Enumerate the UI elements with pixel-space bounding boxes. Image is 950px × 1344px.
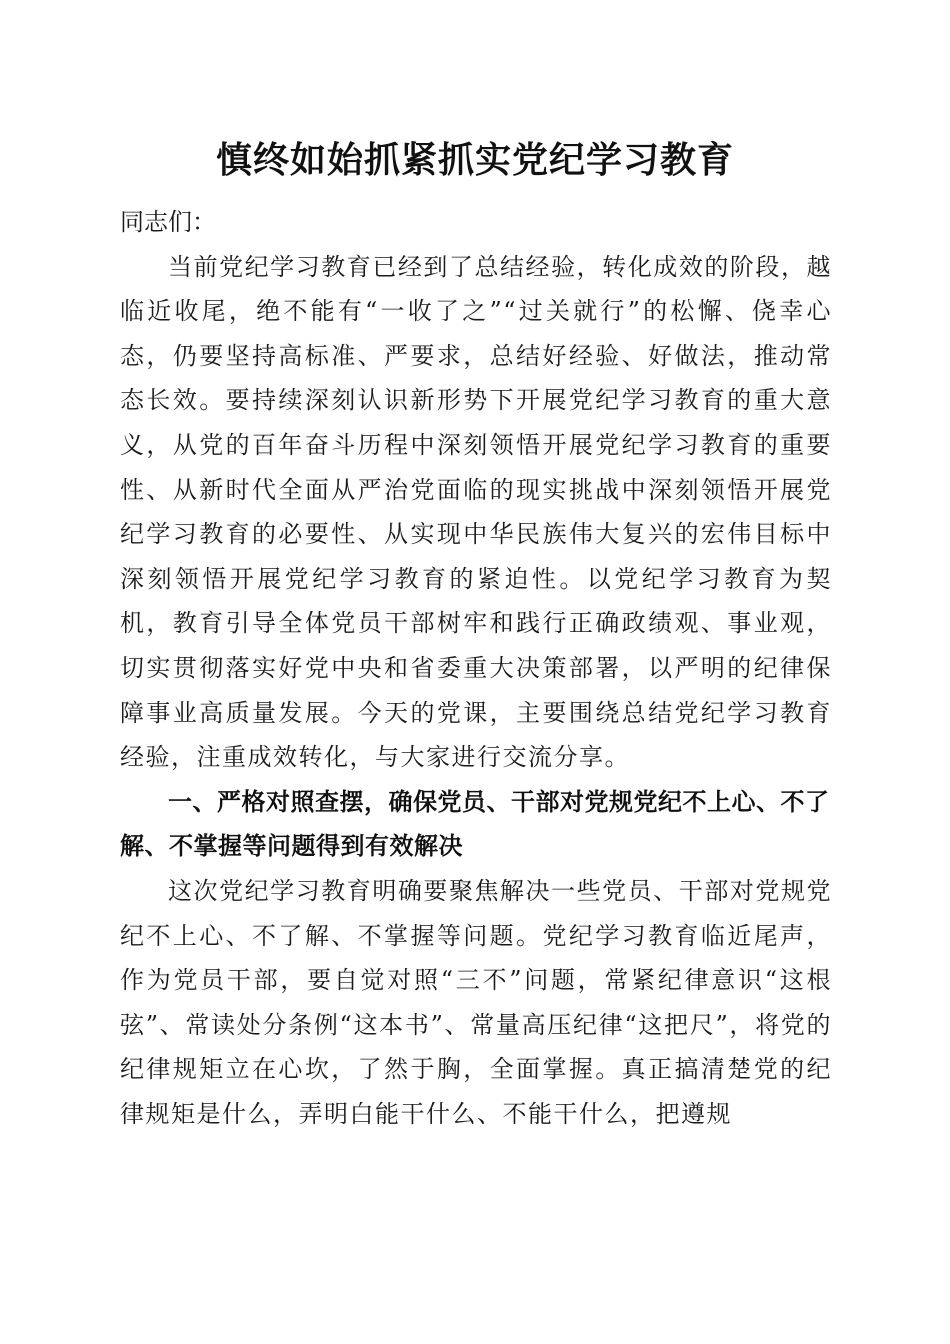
section-heading: 一、严格对照查摆，确保党员、干部对党规党纪不上心、不了解、不掌握等问题得到有效解决 <box>120 787 830 861</box>
document-body <box>120 200 832 1136</box>
section-paragraph: 这次党纪学习教育明确要聚焦解决一些党员、干部对党规党纪不上心、不了解、不掌握等问题。党纪学习教育临近尾声，作为党员干部，要自觉对照“三不”问题，常紧纪律意识“这根弦”、常读处分条例“这本书”、常量高压纪律“这把尺”，将党的纪律规矩立在心坎，了然于胸，全面掌握。真正搞清楚党的纪律规矩是什么，弄明白能干什么、不能干什么，把遵规 <box>120 876 832 1128</box>
intro-paragraph: 当前党纪学习教育已经到了总结经验，转化成效的阶段，越临近收尾，绝不能有“一收了之”“过关就行”的松懈、侥幸心态，仍要坚持高标准、严要求，总结好经验、好做法，推动常态长效。要持续深刻认识新形势下开展党纪学习教育的重大意义，从党的百年奋斗历程中深刻领悟开展党纪学习教育的重要性、从新时代全面从严治党面临的现实挑战中深刻领悟开展党纪学习教育的必要性、从实现中华民族伟大复兴的宏伟目标中深刻领悟开展党纪学习教育的紧迫性。以党纪学习教育为契机，教育引导全体党员干部树牢和践行正确政绩观、事业观，切实贯彻落实好党中央和省委重大决策部署，以严明的纪律保障事业高质量发展。今天的党课，主要围绕总结党纪学习教育经验，注重成效转化，与大家进行交流分享。 <box>120 252 832 772</box>
document-title: 慎终如始抓紧抓实党纪学习教育 <box>215 139 734 181</box>
salutation: 同志们： <box>120 208 216 236</box>
